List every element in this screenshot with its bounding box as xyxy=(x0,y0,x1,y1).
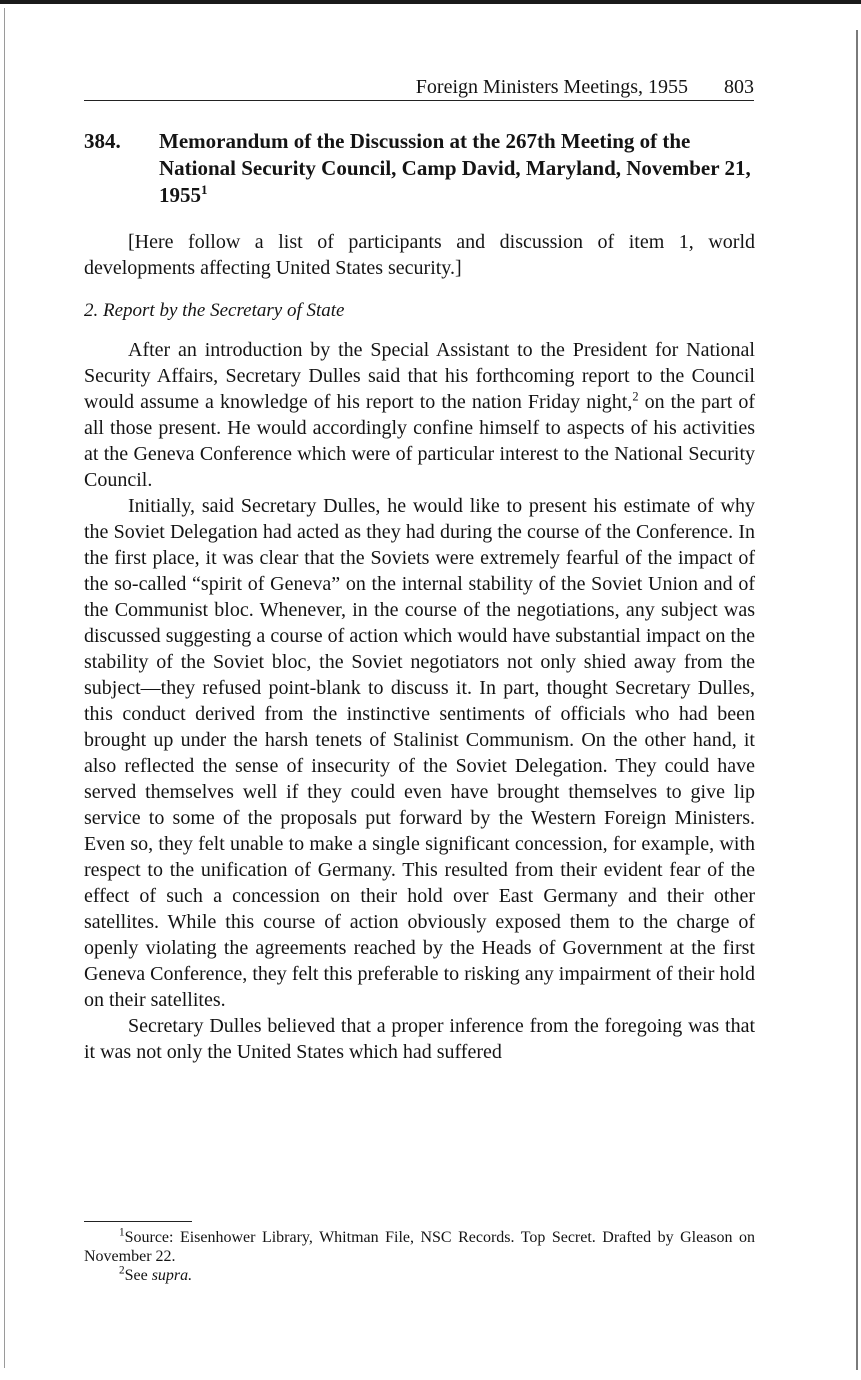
paragraph-1 xyxy=(84,337,755,493)
footnote-2 xyxy=(84,1266,755,1285)
paragraph-1-text-a: After an introduction by the Special Assistant to the President for National Security Affairs, Secretary Dulles said that his forthcoming report to the Council would assume a knowledge of his report to the nation Friday night, xyxy=(84,339,755,413)
scan-left-edge xyxy=(4,8,5,1368)
document-body xyxy=(84,337,755,1065)
paragraph-3: Secretary Dulles believed that a proper inference from the foregoing was that it was not only the United States which had suffered xyxy=(84,1015,755,1063)
running-head xyxy=(84,74,754,101)
scan-right-edge xyxy=(856,30,858,1370)
section-heading: 2. Report by the Secretary of State xyxy=(84,300,345,321)
running-head-title: Foreign Ministers Meetings, 1955 xyxy=(415,76,688,98)
editorial-note: [Here follow a list of participants and discussion of item 1, world developments affecting United States security.] xyxy=(84,231,755,279)
footnote-1-marker: 1 xyxy=(119,1226,125,1239)
document-title xyxy=(159,128,759,209)
footnote-divider xyxy=(84,1221,192,1222)
page-number: 803 xyxy=(724,76,754,98)
scan-top-edge xyxy=(0,0,861,4)
paragraph-2: Initially, said Secretary Dulles, he would like to present his estimate of why the Soviet Delegation had acted as they had during the course of the Conference. In the first place, it was clear that the Soviets were extremely fearful of the impact of the so-called “spirit of Geneva” on the internal stability of the Soviet Union and of the Communist bloc. Whenever, in the course of the negotiations, any subject was discussed suggesting a course of action which would have substantial impact on the stability of the Soviet bloc, the Soviet negotiators not only shied away from the subject—they refused point-blank to discuss it. In part, thought Secretary Dulles, this conduct derived from the instinctive sentiments of officials who had been brought up under the harsh tenets of Stalinist Communism. On the other hand, it also reflected the sense of insecurity of the Soviet Delegation. They could have served themselves well if they could even have brought themselves to give lip service to some of the proposals put forward by the Western Foreign Ministers. Even so, they felt unable to make a single significant concession, for example, with respect to the unification of Germany. This resulted from their evident fear of the effect of such a concession on their hold over East Germany and their other satellites. While this course of action obviously exposed them to the charge of openly violating the agreements reached by the Heads of Government at the first Geneva Conference, they felt this preferable to risking any impairment of their hold on their satellites. xyxy=(84,495,755,1011)
document-number: 384. xyxy=(84,129,121,153)
footnotes xyxy=(84,1228,755,1285)
paragraph-1-text-b: on the part of all those present. He would accordingly confine himself to aspects of his activities at the Geneva Conference which were of particular interest to the National Security Council. xyxy=(84,391,756,491)
footnote-1-text: Source: Eisenhower Library, Whitman File, NSC Records. Top Secret. Drafted by Gleason on November 22. xyxy=(84,1229,755,1265)
footnote-ref-1[interactable]: 1 xyxy=(201,182,208,197)
footnote-2-text: See xyxy=(124,1267,152,1284)
footnote-1 xyxy=(84,1228,755,1266)
document-title-text: Memorandum of the Discussion at the 267th Meeting of the National Security Council, Camp David, Maryland, November 21, 1955 xyxy=(159,129,751,207)
footnote-ref-2[interactable]: 2 xyxy=(632,389,639,404)
footnote-2-marker: 2 xyxy=(119,1264,125,1277)
footnote-2-emphasis: supra. xyxy=(151,1267,193,1284)
